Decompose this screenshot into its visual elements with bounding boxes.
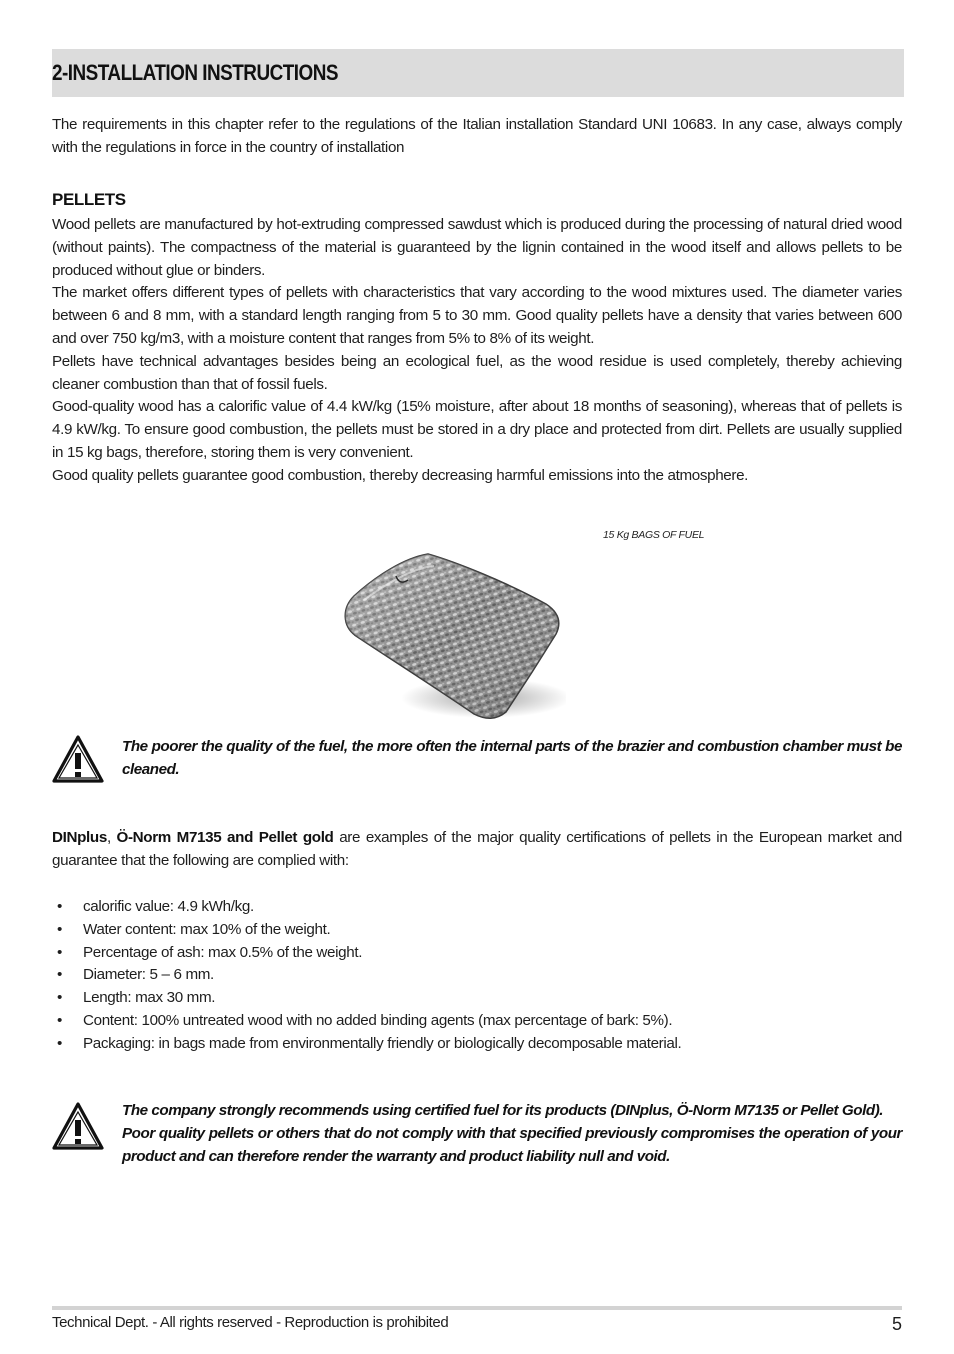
footer-divider xyxy=(52,1306,902,1310)
list-item xyxy=(52,987,902,1010)
bullet: • xyxy=(57,943,62,961)
warning-line: Poor quality pellets or others that do not comply with that specified previously compromises the operation of your product and can therefore render the warranty and product liability null and void. xyxy=(122,1124,902,1165)
cert-name-onorm: Ö-Norm M7135 and Pellet gold xyxy=(116,829,334,846)
pellet-bag-image xyxy=(336,548,566,726)
bullet: • xyxy=(57,989,62,1007)
cert-separator: , xyxy=(106,829,117,846)
pellets-body xyxy=(52,214,902,488)
warning-line: The poorer the quality of the fuel, the more often the internal parts of the brazier and combustion chamber must be cleaned. xyxy=(122,738,902,778)
bullet: • xyxy=(57,920,62,938)
list-item-text: Packaging: in bags made from environmentally friendly or biologically decomposable material. xyxy=(83,1034,682,1052)
warning-triangle-icon xyxy=(52,735,104,783)
list-item xyxy=(52,942,902,965)
list-item-text: calorific value: 4.9 kWh/kg. xyxy=(83,898,254,915)
section-title: 2-INSTALLATION INSTRUCTIONS xyxy=(52,60,338,85)
list-item-text: Percentage of ash: max 0.5% of the weight. xyxy=(83,943,363,961)
figure-caption: 15 Kg BAGS OF FUEL xyxy=(603,529,705,541)
cert-text: are examples of the major quality certifications of pellets in the European market and guarantee that the following are complied with: xyxy=(52,829,902,869)
section-title-bar xyxy=(52,49,904,97)
certifications-paragraph xyxy=(52,827,902,873)
pellets-paragraph: Wood pellets are manufactured by hot-extruding compressed sawdust which is produced during the processing of natural dried wood (without paints). The compactness of the material is guaranteed by the lignin contained in the wood itself and allows pellets to be produced without glue or binders. xyxy=(52,216,902,279)
warning-text-certified-fuel xyxy=(122,1100,902,1168)
warning-line: The company strongly recommends using certified fuel for its products (DINplus, Ö-Norm M7135 or Pellet Gold). xyxy=(122,1102,884,1119)
page-number: 5 xyxy=(891,1314,902,1334)
list-item xyxy=(52,1033,902,1056)
cert-name-dinplus: DINplus xyxy=(52,829,107,846)
list-item xyxy=(52,919,902,942)
bullet: • xyxy=(57,898,62,915)
pellets-heading: PELLETS xyxy=(52,190,126,209)
intro-paragraph xyxy=(52,114,902,160)
pellet-specs-list xyxy=(52,896,902,1056)
bullet: • xyxy=(57,1011,62,1029)
warning-triangle-icon xyxy=(52,1102,104,1150)
list-item xyxy=(52,1010,902,1033)
intro-text: The requirements in this chapter refer to the regulations of the Italian installation Standard UNI 10683. In any case, always comply with the regulations in force in the country of installation xyxy=(52,116,902,156)
bullet: • xyxy=(57,966,62,984)
pellets-paragraph: The market offers different types of pellets with characteristics that vary according to the wood mixtures used. The diameter varies between 6 and 8 mm, with a standard length ranging from 5 to 30 mm. Good quality pellets have a density that varies between 600 and over 750 kg/m3, with a moisture content that ranges from 5% to 8% of its weight. xyxy=(52,284,902,347)
list-item xyxy=(52,964,902,987)
list-item xyxy=(52,896,902,919)
pellets-paragraph: Good-quality wood has a calorific value of 4.4 kW/kg (15% moisture, after about 18 months of seasoning), whereas that of pellets is 4.9 kW/kg. To ensure good combustion, the pellets must be stored in a dry place and protected from dirt. Pellets are usually supplied in 15 kg bags, therefore, storing them is very convenient. xyxy=(52,398,902,461)
pellets-paragraph: Pellets have technical advantages besides being an ecological fuel, as the wood residue is used completely, thereby achieving cleaner combustion than that of fossil fuels. xyxy=(52,352,902,393)
pellets-paragraph: Good quality pellets guarantee good combustion, thereby decreasing harmful emissions into the atmosphere. xyxy=(52,466,749,484)
footer-copyright: Technical Dept. - All rights reserved - Reproduction is prohibited xyxy=(52,1314,449,1331)
list-item-text: Diameter: 5 – 6 mm. xyxy=(83,966,214,984)
warning-text-fuel-quality xyxy=(122,736,902,782)
list-item-text: Length: max 30 mm. xyxy=(83,989,216,1007)
bullet: • xyxy=(57,1034,62,1052)
list-item-text: Water content: max 10% of the weight. xyxy=(83,920,331,938)
list-item-text: Content: 100% untreated wood with no added binding agents (max percentage of bark: 5%). xyxy=(83,1011,673,1029)
